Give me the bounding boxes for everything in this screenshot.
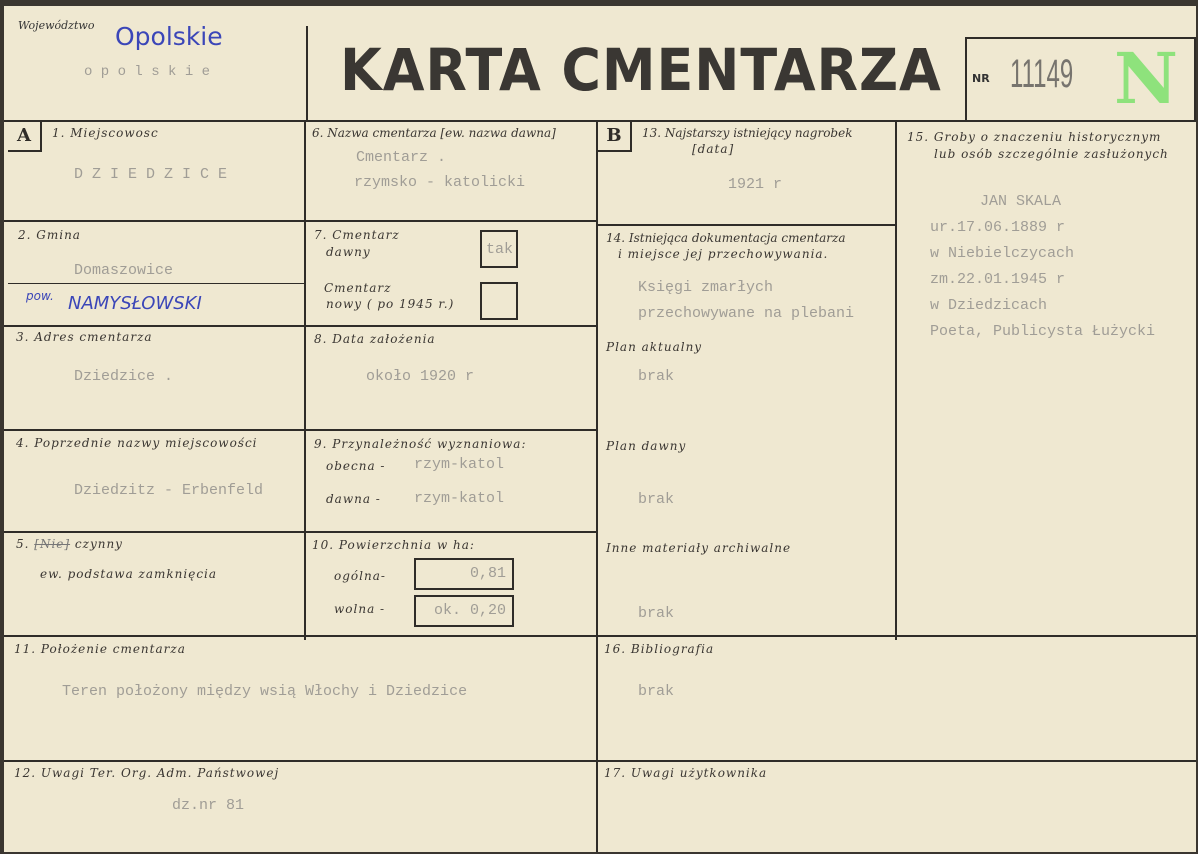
field-9-former: rzym-katol <box>414 490 505 507</box>
voivodeship-label: Województwo <box>18 19 95 32</box>
divider <box>4 760 1196 762</box>
voivodeship-stamp: Opolskie <box>115 22 223 51</box>
divider <box>895 120 897 640</box>
stamp-letter: N <box>1114 37 1178 120</box>
field-8-value: około 1920 r <box>366 368 475 385</box>
old-cemetery-value: tak <box>486 241 514 258</box>
field-7-new-label-2: nowy ( po 1945 r.) <box>326 297 455 311</box>
cemetery-card: Województwo Opolskie o p o l s k i e KARTA CMENTARZA NR 11149 N A 1. Miejscowosc D Z I E D Z I C E 2. Gmina Domaszowice pow. NAMYSŁOWSKI 3. Adres cmentarza Dziedzice . 4. Poprzednie nazwy miejscowości Dziedzitz - Erbenfeld 5. [Nie] czynny ew. podstawa zamknięcia 6. Nazwa cmentarza [ew. nazwa dawna] Cmentarz . rzymsko - katolicki 7. Cmentarz dawny tak Cmentarz nowy ( po 1945 r.) 8. Data założenia około 1920 r 9. Przynależność wyznaniowa: obecna - rzym-katol dawna - rzym-katol 10. Powierzchnia w ha: ogólna- 0,81 wolna - ok. 0,20 B 13. Najstarszy istniejący nagrobek [data] 1921 r 14. Istniejąca dokumentacja cmentarza i miejsce jej przechowywania. Księgi zmarłych przechowywane na plebani Plan aktualny brak Plan dawny brak Inne materiały archiwalne brak 15. Groby o znaczeniu historycznym lub osób szczególnie zasłużonych JAN SKALA ur.17.06.1889 r w Niebielczycach zm.22.01.1945 r w Dziedzicach Poeta, Publicysta Łużycki 11. Położenie cmentarza Teren położony między wsią Włochy i Dziedzice 12. Uwagi Ter. Org. Adm. Państwowej dz.nr 81 16. Bibliografia brak 17. Uwagi użytkownika <box>4 6 1196 852</box>
grave-line: w Dziedzicach <box>930 297 1048 314</box>
grave-line: ur.17.06.1889 r <box>930 219 1066 236</box>
field-10-total-label: ogólna- <box>334 569 386 583</box>
field-2-value: Domaszowice <box>74 262 174 279</box>
field-3-label: 3. Adres cmentarza <box>16 330 153 344</box>
field-7-old-label: 7. Cmentarz <box>314 228 400 242</box>
field-13-label-2: [data] <box>692 142 735 156</box>
field-11-label: 11. Położenie cmentarza <box>14 642 186 656</box>
divider <box>4 531 596 533</box>
plan-current-label: Plan aktualny <box>606 340 703 354</box>
other-materials-value: brak <box>638 605 675 622</box>
field-9-label: 9. Przynależność wyznaniowa: <box>314 437 527 451</box>
field-9-former-label: dawna - <box>326 492 381 506</box>
new-cemetery-checkbox[interactable] <box>480 282 518 320</box>
grave-line: zm.22.01.1945 r <box>930 271 1066 288</box>
total-area-field[interactable] <box>414 558 514 590</box>
field-15-label-2: lub osób szczególnie zasłużonych <box>934 147 1169 161</box>
nr-label: NR <box>972 72 990 85</box>
field-15-label: 15. Groby o znaczeniu historycznym <box>907 130 1162 144</box>
plan-old-label: Plan dawny <box>606 439 687 453</box>
field-14-value-1: Księgi zmarłych <box>638 279 774 296</box>
field-9-current: rzym-katol <box>414 456 505 473</box>
field-14-label-2: i miejsce jej przechowywania. <box>618 247 829 261</box>
field-5-sub: ew. podstawa zamknięcia <box>40 567 218 581</box>
field-16-value: brak <box>638 683 675 700</box>
card-title: KARTA CMENTARZA <box>340 36 942 104</box>
divider <box>304 120 306 640</box>
field-5-label: czynny <box>74 537 123 551</box>
free-area-field[interactable] <box>414 595 514 627</box>
field-14-value-2: przechowywane na plebani <box>638 305 855 322</box>
grave-line: w Niebielczycach <box>930 245 1075 262</box>
county-prefix: pow. <box>26 289 54 303</box>
field-4-value: Dziedzitz - Erbenfeld <box>74 482 264 499</box>
field-17-label: 17. Uwagi użytkownika <box>604 766 768 780</box>
field-1-value: D Z I E D Z I C E <box>74 166 228 183</box>
divider <box>4 429 596 431</box>
plan-old-value: brak <box>638 491 675 508</box>
field-1-label: 1. Miejscowosc <box>52 126 159 140</box>
field-8-label: 8. Data założenia <box>314 332 436 346</box>
field-4-label: 4. Poprzednie nazwy miejscowości <box>16 436 258 450</box>
field-5-struck: [Nie] <box>34 537 71 551</box>
field-2-label: 2. Gmina <box>18 228 81 242</box>
field-14-label: 14. Istniejąca dokumentacja cmentarza <box>606 231 846 245</box>
divider <box>8 283 304 284</box>
section-a: A <box>8 122 42 152</box>
field-3-value: Dziedzice . <box>74 368 174 385</box>
divider <box>4 325 596 327</box>
divider <box>4 220 596 222</box>
voivodeship-typed: o p o l s k i e <box>84 64 211 80</box>
field-9-current-label: obecna - <box>326 459 386 473</box>
field-10-label: 10. Powierzchnia w ha: <box>312 538 475 552</box>
old-cemetery-checkbox[interactable] <box>480 230 518 268</box>
field-7-old-label-2: dawny <box>326 245 371 259</box>
plan-current-value: brak <box>638 368 675 385</box>
field-7-new-label: Cmentarz <box>324 281 392 295</box>
section-b: B <box>598 122 632 152</box>
free-area-value: ok. 0,20 <box>433 602 506 619</box>
total-area-value: 0,81 <box>469 565 506 582</box>
divider <box>306 26 308 122</box>
field-11-value: Teren położony między wsią Włochy i Dziedzice <box>62 683 468 700</box>
grave-line: Poeta, Publicysta Łużycki <box>930 323 1156 340</box>
divider <box>596 224 895 226</box>
divider <box>596 120 598 852</box>
county-value: NAMYSŁOWSKI <box>68 293 202 314</box>
grave-line: JAN SKALA <box>980 193 1062 210</box>
field-12-value: dz.nr 81 <box>172 797 245 814</box>
field-16-label: 16. Bibliografia <box>604 642 715 656</box>
field-6-label: 6. Nazwa cmentarza [ew. nazwa dawna] <box>312 126 556 140</box>
other-materials-label: Inne materiały archiwalne <box>606 541 792 555</box>
field-13-label: 13. Najstarszy istniejący nagrobek <box>642 126 853 140</box>
field-6-value-2: rzymsko - katolicki <box>354 174 526 191</box>
divider <box>4 635 1196 637</box>
field-12-label: 12. Uwagi Ter. Org. Adm. Państwowej <box>14 766 280 780</box>
field-10-free-label: wolna - <box>334 602 386 616</box>
field-6-value-1: Cmentarz . <box>356 149 447 166</box>
nr-value: 11149 <box>1010 52 1074 96</box>
field-13-value: 1921 r <box>728 176 783 193</box>
